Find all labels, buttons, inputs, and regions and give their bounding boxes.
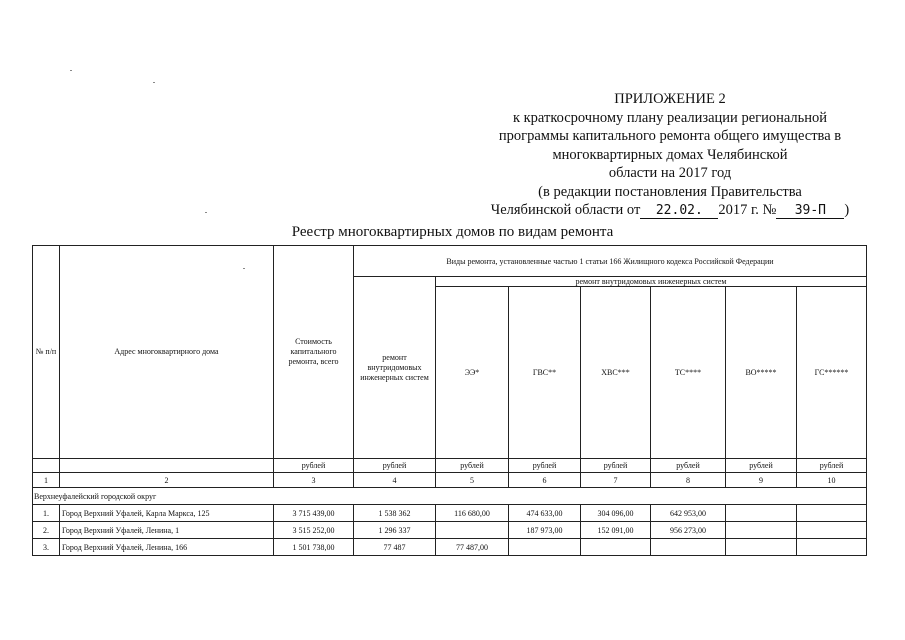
header-line: области на 2017 год <box>608 165 732 181</box>
header-internal-subgroup: ремонт внутридомовых инженерных систем <box>436 277 867 287</box>
row-vo <box>726 539 797 556</box>
row-address: Город Верхний Уфалей, Карла Маркса, 125 <box>60 505 274 522</box>
row-number: 2. <box>33 522 60 539</box>
resolution-date: 22.02. <box>640 203 718 219</box>
row-ee: 116 680,00 <box>436 505 509 522</box>
row-hvs: 152 091,00 <box>581 522 651 539</box>
header-col-ts: ТС**** <box>651 287 726 459</box>
header-repair-types: Виды ремонта, установленные частью 1 статьи 166 Жилищного кодекса Российской Федерации <box>354 246 867 277</box>
row-vo <box>726 522 797 539</box>
row-internal: 77 487 <box>354 539 436 556</box>
header-prefix: Челябинской области от <box>490 202 641 218</box>
header-line: программы капитального ремонта общего имущества в <box>498 128 842 144</box>
row-gvs <box>509 539 581 556</box>
row-cost: 3 515 252,00 <box>274 522 354 539</box>
col-number-cell: 7 <box>581 473 651 488</box>
row-gs <box>797 505 867 522</box>
row-gs <box>797 522 867 539</box>
table-row <box>33 522 867 539</box>
row-ee: 77 487,00 <box>436 539 509 556</box>
unit-empty <box>33 459 60 473</box>
scan-speck <box>153 82 155 83</box>
row-ts: 956 273,00 <box>651 522 726 539</box>
row-hvs: 304 096,00 <box>581 505 651 522</box>
header-line: ПРИЛОЖЕНИЕ 2 <box>614 91 726 107</box>
row-gs <box>797 539 867 556</box>
row-address: Город Верхний Уфалей, Ленина, 1 <box>60 522 274 539</box>
header-col-address: Адрес многоквартирного дома <box>60 246 274 459</box>
unit-cell: рублей <box>726 459 797 473</box>
header-col-internal: ремонт внутридомовых инженерных систем <box>354 277 436 459</box>
col-number-cell: 1 <box>33 473 60 488</box>
row-ts <box>651 539 726 556</box>
header-col-gvs: ГВС** <box>509 287 581 459</box>
appendix-header <box>470 90 870 220</box>
row-ee <box>436 522 509 539</box>
unit-cell: рублей <box>581 459 651 473</box>
row-number: 3. <box>33 539 60 556</box>
region-row: Верхнеуфалейский городской округ <box>33 488 867 505</box>
col-number-cell: 4 <box>354 473 436 488</box>
row-vo <box>726 505 797 522</box>
scan-speck <box>205 212 207 213</box>
unit-cell: рублей <box>354 459 436 473</box>
row-gvs: 187 973,00 <box>509 522 581 539</box>
row-ts: 642 953,00 <box>651 505 726 522</box>
row-cost: 3 715 439,00 <box>274 505 354 522</box>
header-col-gs: ГС****** <box>797 287 867 459</box>
row-hvs <box>581 539 651 556</box>
col-number-cell: 3 <box>274 473 354 488</box>
col-number-cell: 6 <box>509 473 581 488</box>
header-close: ) <box>844 202 850 218</box>
col-number-cell: 10 <box>797 473 867 488</box>
col-number-cell: 2 <box>60 473 274 488</box>
registry-table <box>32 245 867 556</box>
unit-cell: рублей <box>797 459 867 473</box>
header-resolution-line <box>470 201 870 220</box>
col-number-cell: 5 <box>436 473 509 488</box>
header-line: многоквартирных домах Челябинской <box>552 146 788 163</box>
scan-speck <box>70 70 72 71</box>
row-address: Город Верхний Уфалей, Ленина, 166 <box>60 539 274 556</box>
row-internal: 1 538 362 <box>354 505 436 522</box>
col-number-cell: 8 <box>651 473 726 488</box>
header-year: 2017 г. № <box>718 202 777 218</box>
unit-cell: рублей <box>651 459 726 473</box>
header-col-vo: ВО***** <box>726 287 797 459</box>
unit-empty <box>60 459 274 473</box>
scan-speck <box>243 268 245 269</box>
row-gvs: 474 633,00 <box>509 505 581 522</box>
resolution-number: 39-П <box>776 203 844 219</box>
header-line: (в редакции постановления Правительства <box>538 183 802 200</box>
row-number: 1. <box>33 505 60 522</box>
header-col-cost: Стоимость капитального ремонта, всего <box>274 246 354 459</box>
header-line: к краткосрочному плану реализации региональной <box>512 109 828 126</box>
header-col-ee: ЭЭ* <box>436 287 509 459</box>
document-title: Реестр многоквартирных домов по видам ремонта <box>291 224 614 240</box>
unit-cell: рублей <box>274 459 354 473</box>
unit-cell: рублей <box>436 459 509 473</box>
row-cost: 1 501 738,00 <box>274 539 354 556</box>
row-internal: 1 296 337 <box>354 522 436 539</box>
header-col-number: № п/п <box>33 246 60 459</box>
header-col-hvs: ХВС*** <box>581 287 651 459</box>
table-row <box>33 539 867 556</box>
table-row <box>33 505 867 522</box>
unit-cell: рублей <box>509 459 581 473</box>
col-number-cell: 9 <box>726 473 797 488</box>
